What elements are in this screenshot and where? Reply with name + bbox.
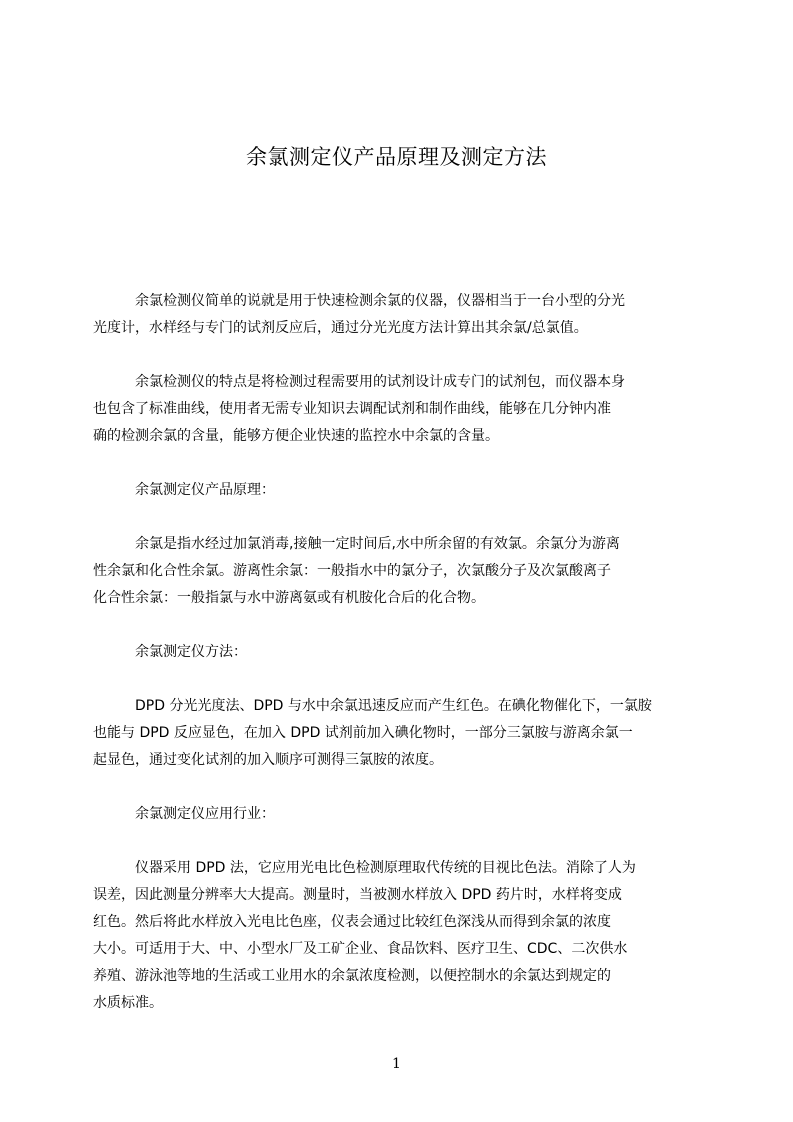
paragraph-line: 误差，因此测量分辨率大大提高。测量时，当被测水样放入 DPD 药片时，水样将变成 [93,887,622,903]
paragraph-line: 化合性余氯：一般指氯与水中游离氨或有机胺化合后的化合物。 [93,590,485,606]
paragraph-line: 余氯检测仪的特点是将检测过程需要用的试剂设计成专门的试剂包，而仪器本身 [135,374,625,390]
section-heading-principle: 余氯测定仪产品原理： [135,482,275,498]
method-paragraph [93,693,698,774]
intro-paragraph [93,288,698,342]
paragraph-line: 也包含了标准曲线，使用者无需专业知识去调配试剂和制作曲线，能够在几分钟内准 [93,401,611,417]
paragraph-line: 起显色，通过变化试剂的加入顺序可测得三氯胺的浓度。 [93,752,443,768]
section-heading-application: 余氯测定仪应用行业： [135,806,275,822]
document-body [93,288,698,1044]
paragraph-line: 性余氯和化合性余氯。游离性余氯：一般指水中的氯分子，次氯酸分子及次氯酸离子 [93,563,611,579]
paragraph-line: 水质标准。 [93,995,163,1011]
paragraph-line: 红色。然后将此水样放入光电比色座，仪表会通过比较红色深浅从而得到余氯的浓度 [93,914,611,930]
principle-paragraph [93,531,698,612]
paragraph-line: DPD 分光光度法、DPD 与水中余氯迅速反应而产生红色。在碘化物催化下，一氯胺 [135,698,652,714]
paragraph-line: 余氯检测仪简单的说就是用于快速检测余氯的仪器，仪器相当于一台小型的分光 [135,293,625,309]
paragraph-line: 养殖、游泳池等地的生活或工业用水的余氯浓度检测，以便控制水的余氯达到规定的 [93,968,611,984]
page-number: 1 [392,1056,401,1072]
paragraph-line: 确的检测余氯的含量，能够方便企业快速的监控水中余氯的含量。 [93,428,499,444]
paragraph-line: 光度计，水样经与专门的试剂反应后，通过分光光度方法计算出其余氯/总氯值。 [93,320,588,336]
paragraph-line: 仪器采用 DPD 法，它应用光电比色检测原理取代传统的目视比色法。消除了人为 [135,860,636,876]
application-paragraph [93,855,698,1017]
paragraph-line: 余氯是指水经过加氯消毒,接触一定时间后,水中所余留的有效氯。余氯分为游离 [135,536,620,552]
section-heading-method: 余氯测定仪方法： [135,644,247,660]
features-paragraph [93,369,698,450]
page-title: 余氯测定仪产品原理及测定方法 [246,145,547,169]
paragraph-line: 大小。可适用于大、中、小型水厂及工矿企业、食品饮料、医疗卫生、CDC、二次供水 [93,941,628,957]
paragraph-line: 也能与 DPD 反应显色，在加入 DPD 试剂前加入碘化物时，一部分三氯胺与游离余氯一 [93,725,633,741]
